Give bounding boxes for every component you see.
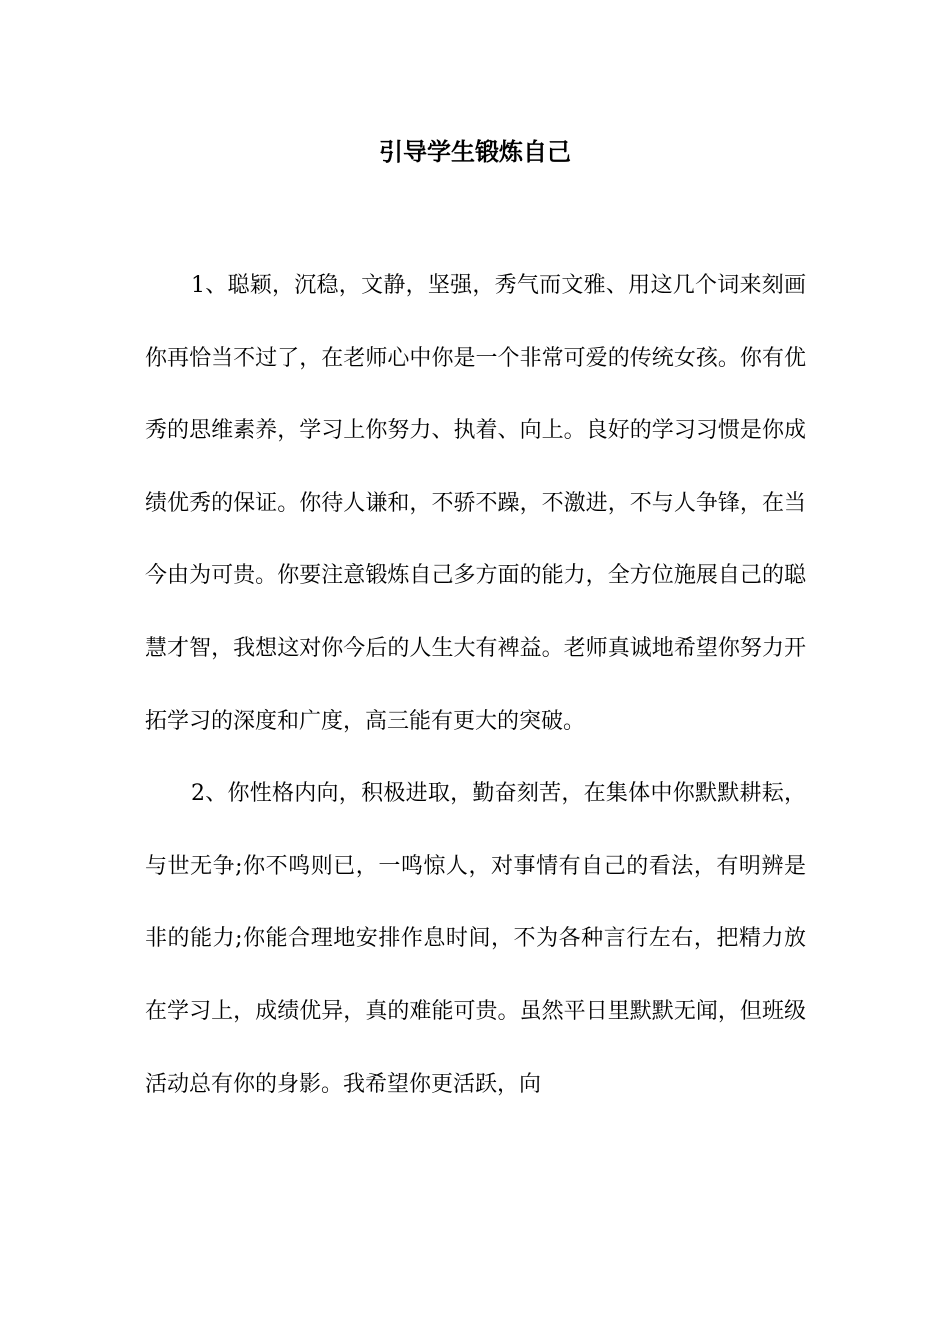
document-title: 引导学生锻炼自己 — [379, 138, 571, 166]
paragraph-1: 1、聪颖，沉稳，文静，坚强，秀气而文雅、用这几个词来刻画你再恰当不过了，在老师心中你是一个非常可爱的传统女孩。你有优秀的思维素养，学习上你努力、执着、向上。良好的学习习惯是你成绩优秀的保证。你待人谦和，不骄不躁，不激进，不与人争锋，在当今由为可贵。你要注意锻炼自己多方面的能力，全方位施展自己的聪慧才智，我想这对你今后的人生大有裨益。老师真诚地希望你努力开拓学习的深度和广度，高三能有更大的突破。 — [145, 273, 806, 734]
paragraph-2: 2、你性格内向，积极进取，勤奋刻苦，在集体中你默默耕耘，与世无争;你不鸣则已，一鸣惊人，对事情有自己的看法，有明辨是非的能力;你能合理地安排作息时间，不为各种言行左右，把精力放在学习上，成绩优异，真的难能可贵。虽然平日里默默无闻，但班级活动总有你的身影。我希望你更活跃，向 — [145, 781, 806, 1097]
document-body — [145, 250, 806, 1121]
